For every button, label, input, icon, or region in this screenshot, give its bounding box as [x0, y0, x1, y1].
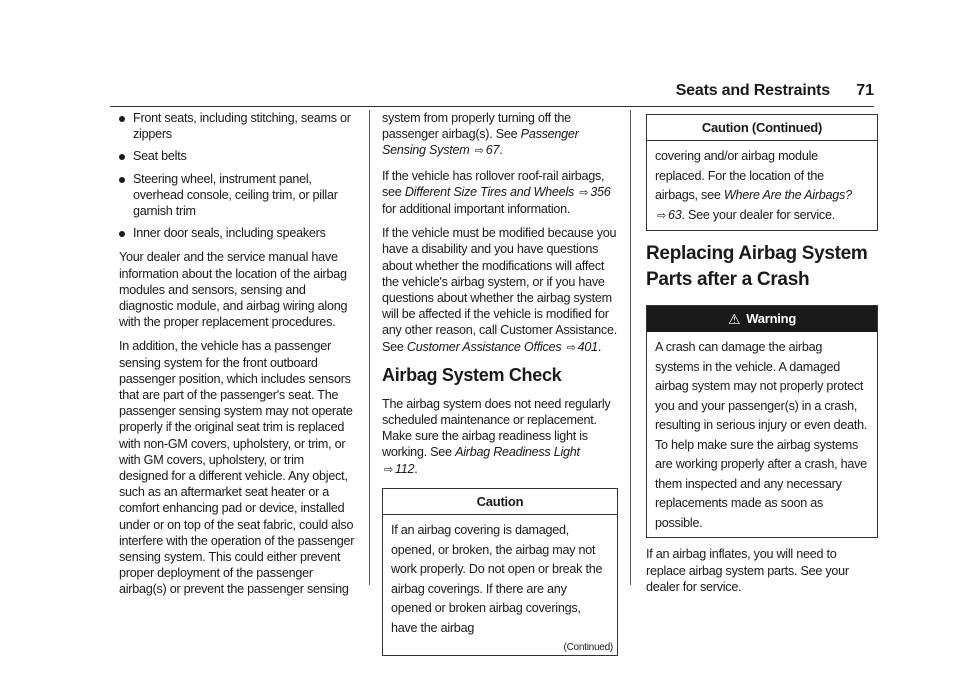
- warning-icon: ⚠: [727, 311, 741, 328]
- bullet-list: [119, 110, 355, 241]
- column-3: [646, 110, 878, 603]
- column-divider: [369, 110, 370, 585]
- page-reference[interactable]: 112: [394, 461, 415, 476]
- page-header: [110, 82, 874, 106]
- cross-reference-link[interactable]: Where Are the Airbags?: [723, 188, 852, 203]
- continued-label: (Continued): [563, 642, 613, 654]
- caution-body: covering and/or airbag module replaced. For the location of the airbags, see Where Are the Airbags? ⇨ 63. See your dealer for service.: [655, 149, 852, 222]
- page-reference[interactable]: 67: [485, 143, 500, 158]
- cross-reference-link[interactable]: Airbag Readiness Light: [455, 445, 580, 460]
- column-2: [382, 110, 618, 664]
- column-1: [119, 110, 355, 606]
- list-item: Inner door seals, including speakers: [119, 225, 355, 241]
- bullet-icon: [119, 154, 125, 160]
- list-item: Seat belts: [119, 148, 355, 164]
- section-heading: Replacing Airbag System Parts after a Crash: [646, 243, 868, 291]
- column-divider: [630, 110, 631, 585]
- page-reference-arrow-icon: ⇨: [566, 341, 576, 354]
- paragraph: Your dealer and the service manual have information about the location of the airbag modules and sensors, sensing and diagnostic module, and airbag wiring along with the proper replacement procedures.: [119, 250, 348, 330]
- caution-title: Caution: [383, 489, 617, 515]
- page-reference-arrow-icon: ⇨: [657, 209, 666, 222]
- paragraph: In addition, the vehicle has a passenger sensing system for the front outboard passenger position, which includes sensors that are part of the passenger's seat. The passenger sensing system may not operate properly if the original seat trim is replaced with non-GM covers, upholstery, or trim, or with GM covers, upholstery, or trim designed for a different vehicle. Any object, such as an aftermarket seat heater or a comfort enhancing pad or device, installed under or on top of the seat fabric, could also interfere with the operation of the passenger sensing system. This could either prevent proper deployment of the passenger airbag(s) or prevent the passenger sensing: [119, 339, 355, 597]
- list-item: Steering wheel, instrument panel, overhead console, ceiling trim, or pillar garnish trim: [119, 171, 355, 220]
- cross-reference-link[interactable]: Customer Assistance Offices: [406, 339, 562, 354]
- bullet-icon: [119, 231, 125, 237]
- page-reference-arrow-icon: ⇨: [579, 186, 589, 199]
- page-number: 71: [856, 82, 874, 99]
- paragraph: If the vehicle has rollover roof-rail airbags, see Different Size Tires and Wheels ⇨ 356 for additional important information.: [382, 168, 611, 217]
- caution-box: [382, 488, 618, 656]
- page-reference[interactable]: 63: [667, 207, 682, 222]
- caution-continued-box: [646, 114, 878, 231]
- list-item: Front seats, including stitching, seams or zippers: [119, 110, 355, 142]
- caution-body: If an airbag covering is damaged, opened, or broken, the airbag may not work properly. Do not open or break the airbag coverings. If there are any opened or broken airbag coverings, have the airbag: [391, 523, 603, 635]
- page-reference[interactable]: 356: [590, 184, 611, 199]
- bullet-icon: [119, 116, 125, 122]
- paragraph: If the vehicle must be modified because you have a disability and you have questions about whether the modifications will affect the vehicle's airbag system, or if you have questions about whether the airbag system will be affected if the vehicle is modified for any other reason, call Customer Assistance. See Customer Assistance Offices ⇨ 401.: [382, 226, 617, 354]
- paragraph: system from properly turning off the passenger airbag(s). See Passenger Sensing System ⇨ 67.: [382, 111, 579, 158]
- page-reference-arrow-icon: ⇨: [384, 463, 393, 476]
- warning-body: A crash can damage the airbag systems in the vehicle. A damaged airbag system may not properly protect you and your passenger(s) in a crash, resulting in serious injury or even death. To help make sure the airbag systems are working properly after a crash, have them inspected and any necessary replacements made as soon as possible.: [655, 340, 868, 530]
- bullet-icon: [119, 177, 125, 183]
- section-heading: Airbag System Check: [382, 364, 562, 385]
- caution-title: Caution (Continued): [647, 115, 877, 141]
- header-rule: [110, 106, 874, 107]
- cross-reference-link[interactable]: Different Size Tires and Wheels: [404, 184, 575, 199]
- page-reference[interactable]: 401: [577, 339, 598, 354]
- warning-box: [646, 305, 878, 538]
- warning-header: [647, 306, 877, 332]
- cross-reference-link[interactable]: Passenger Sensing System: [382, 127, 579, 158]
- section-title: Seats and Restraints: [675, 82, 830, 99]
- paragraph: If an airbag inflates, you will need to replace airbag system parts. See your dealer for service.: [646, 547, 849, 594]
- warning-title: Warning: [746, 311, 797, 327]
- page-reference-arrow-icon: ⇨: [474, 145, 484, 158]
- paragraph: The airbag system does not need regularly scheduled maintenance or replacement. Make sure the airbag readiness light is working. See Airbag Readiness Light ⇨ 112.: [382, 396, 611, 476]
